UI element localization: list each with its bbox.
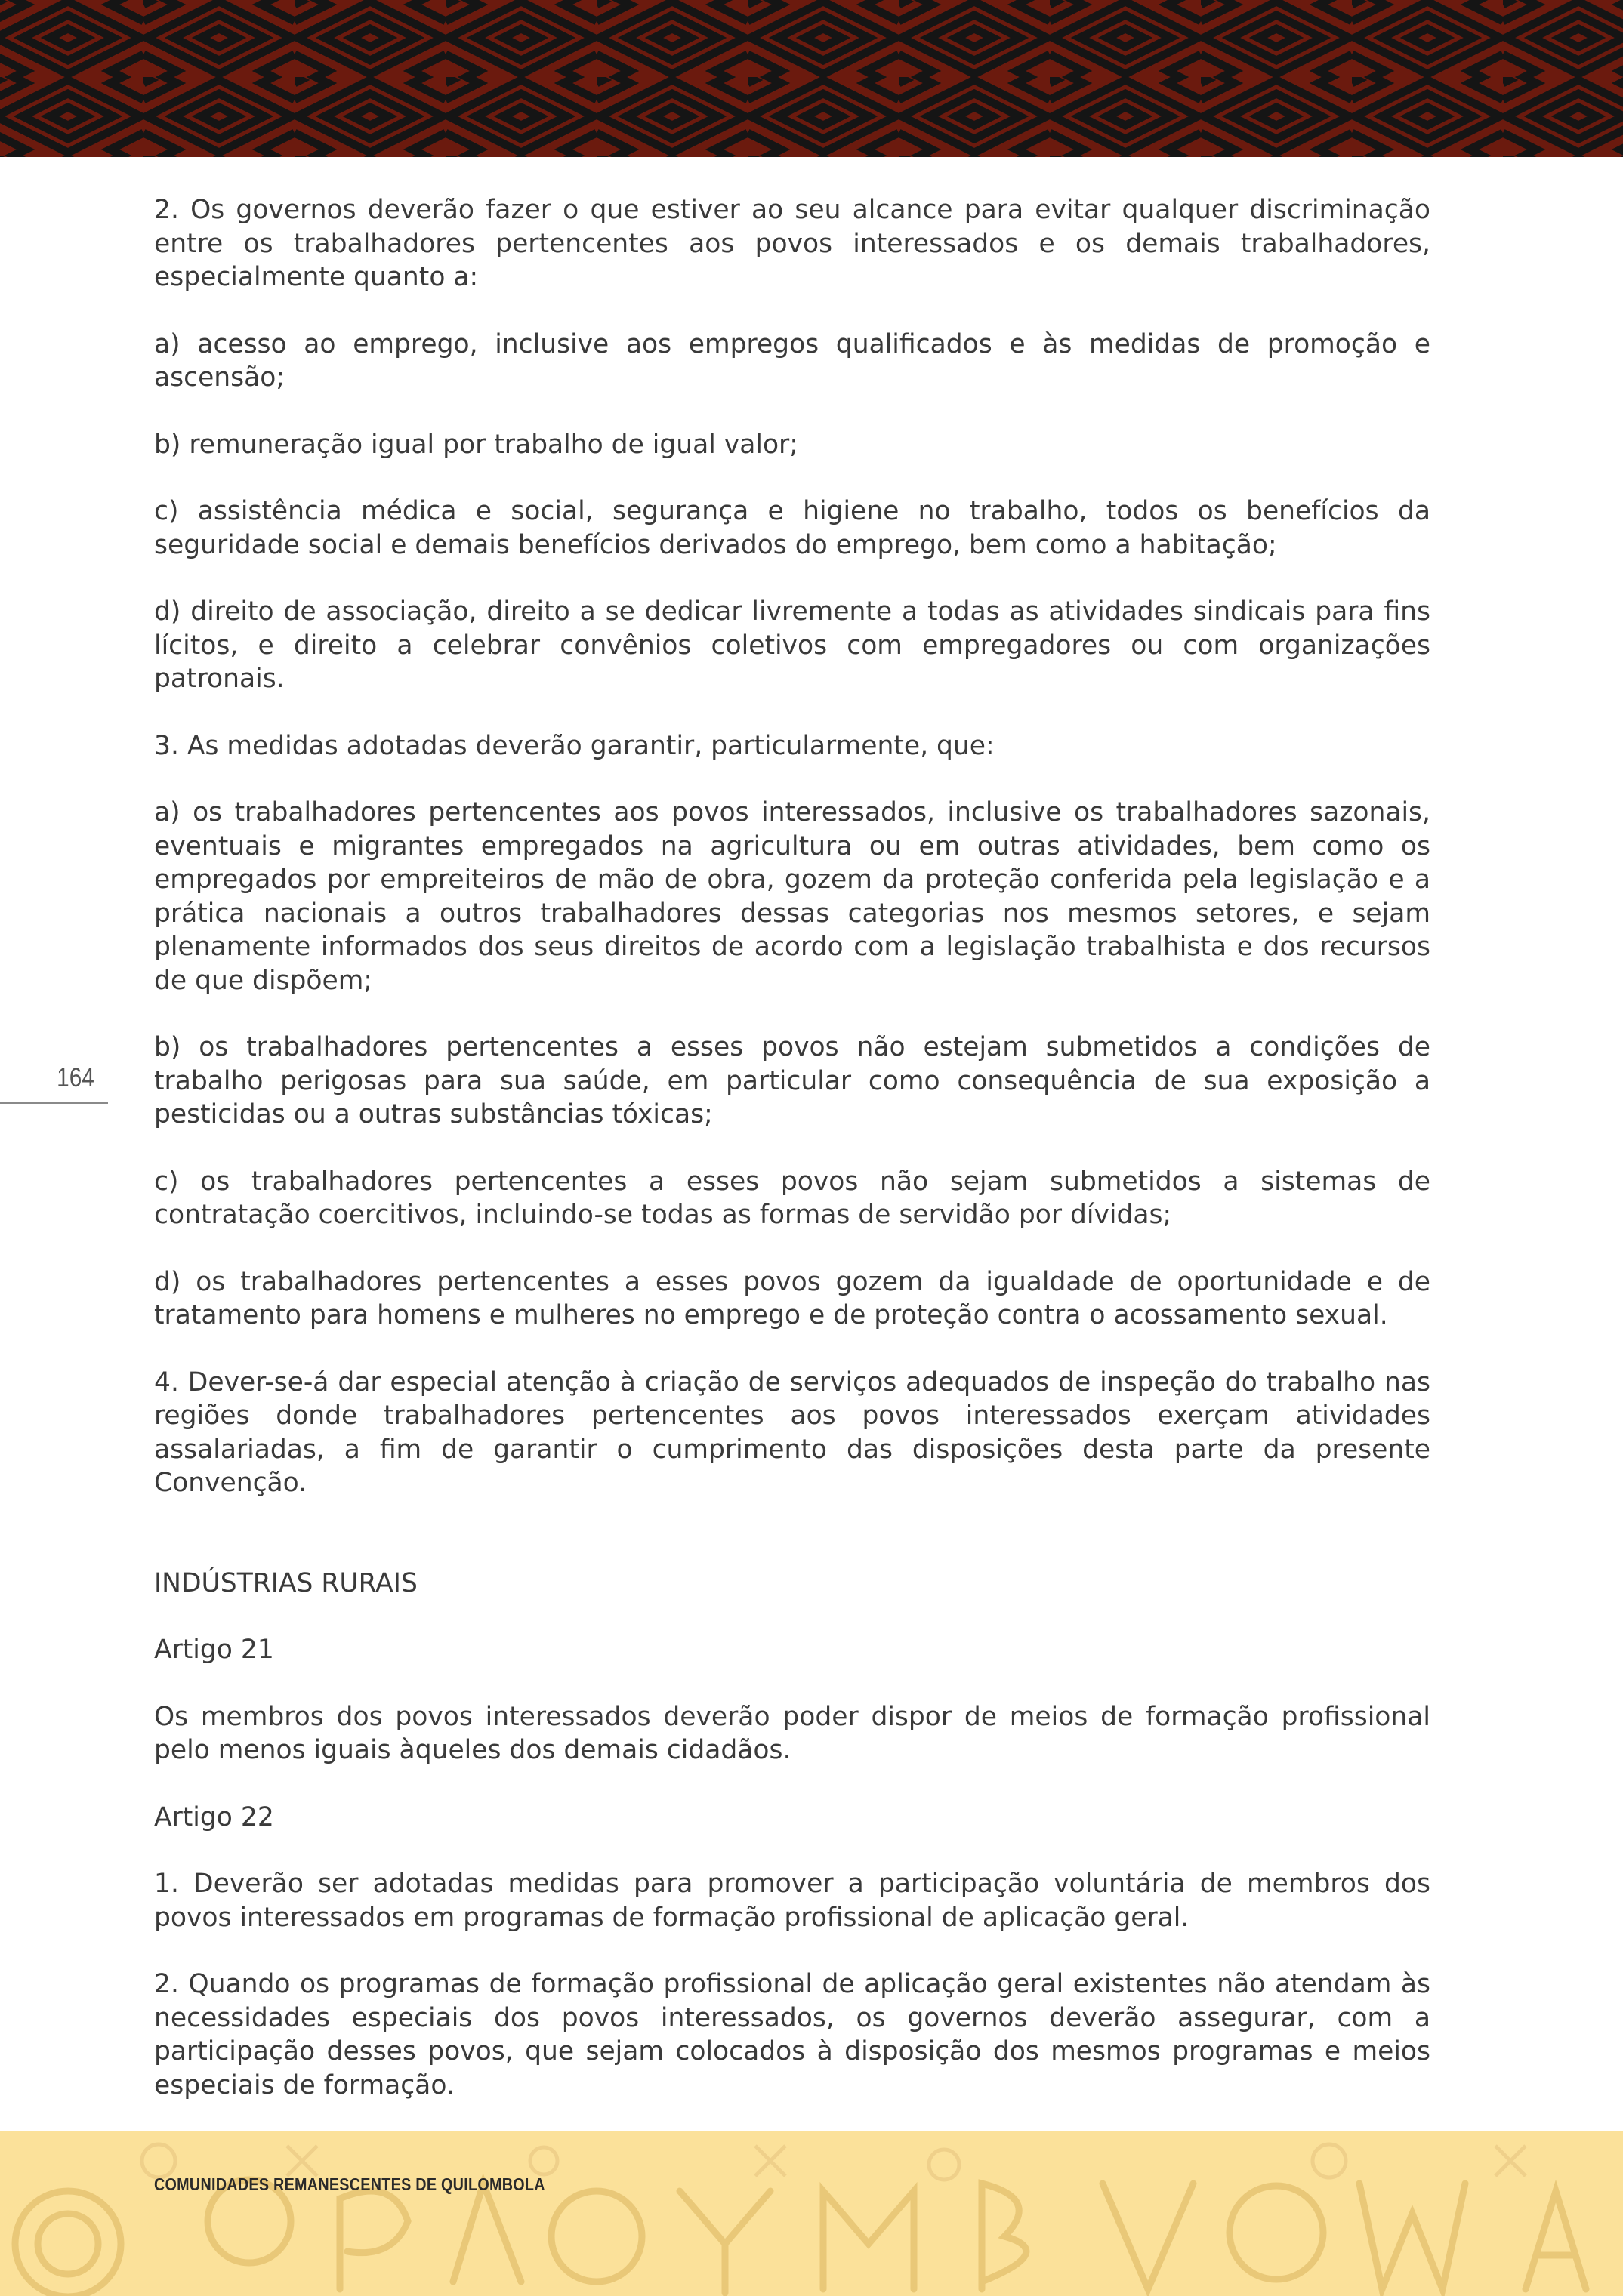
paragraph-3b: b) os trabalhadores pertencentes a esses povos não estejam submetidos a condições de trabalho perigosas para sua saúde, em particular como consequência de sua exposição a pesticidas ou a outras substâncias tóxicas; <box>154 1032 1430 1130</box>
article-21-text: Os membros dos povos interessados deverão poder dispor de meios de formação profissional pelo menos iguais àqueles dos demais cidadãos. <box>154 1701 1430 1765</box>
paragraph-2a: a) acesso ao emprego, inclusive aos empregos qualificados e às medidas de promoção e ascensão; <box>154 328 1430 393</box>
paragraph-3-measures: 3. As medidas adotadas deverão garantir, particularmente, que: <box>154 730 995 761</box>
bottom-pattern-band <box>0 2131 1623 2296</box>
paragraph-3d: d) os trabalhadores pertencentes a esses povos gozem da igualdade de oportunidade e de tratamento para homens e mulheres no emprego e de proteção contra o acossamento sexual. <box>154 1266 1430 1330</box>
letter-pattern-graphic <box>0 2131 1623 2296</box>
section-heading: INDÚSTRIAS RURAIS <box>154 1567 418 1598</box>
paragraph-2d: d) direito de associação, direito a se dedicar livremente a todas as atividades sindicais para fins lícitos, e direito a celebrar convênios coletivos com empregadores ou com organizações patronais. <box>154 596 1430 694</box>
article-22-title: Artigo 22 <box>154 1801 274 1832</box>
page-number-divider <box>0 1102 108 1104</box>
paragraph-3a: a) os trabalhadores pertencentes aos povos interessados, inclusive os trabalhadores sazonais, eventuais e migrantes empregados na agricultura ou em outras atividades, bem como os empregados por empreiteiros de mão de obra, gozem da proteção conferida pela legislação e a prática nacionais a outros trabalhadores dessas categorias nos mesmos setores, e sejam plenamente informados dos seus direitos de acordo com a legislação trabalhista e dos recursos de que dispõem; <box>154 797 1430 996</box>
page-number: 164 <box>57 1063 94 1093</box>
top-pattern-band <box>0 0 1623 157</box>
document-body <box>154 193 1430 2135</box>
geometric-pattern-graphic <box>0 0 1623 157</box>
article-22-paragraph-2: 2. Quando os programas de formação profissional de aplicação geral existentes não atendam às necessidades especiais dos povos interessados, os governos deverão assegurar, com a participação desses povos, que sejam colocados à disposição dos mesmos programas e meios especiais de formação. <box>154 1969 1430 2100</box>
paragraph-2b: b) remuneração igual por trabalho de igual valor; <box>154 429 798 460</box>
article-22-paragraph-1: 1. Deverão ser adotadas medidas para promover a participação voluntária de membros dos povos interessados em programas de formação profissional de aplicação geral. <box>154 1869 1430 1933</box>
paragraph-3c: c) os trabalhadores pertencentes a esses povos não sejam submetidos a sistemas de contratação coercitivos, incluindo-se todas as formas de servidão por dívidas; <box>154 1166 1430 1230</box>
paragraph-2c: c) assistência médica e social, segurança e higiene no trabalho, todos os benefícios da seguridade social e demais benefícios derivados do emprego, bem como a habitação; <box>154 496 1430 560</box>
article-21-title: Artigo 21 <box>154 1635 274 1665</box>
footer-publication-title: COMUNIDADES REMANESCENTES DE QUILOMBOLA <box>154 2174 545 2194</box>
paragraph-4-inspection: 4. Dever-se-á dar especial atenção à criação de serviços adequados de inspeção do trabalho nas regiões donde trabalhadores pertencentes aos povos interessados exerçam atividades assalariadas, a fim de garantir o cumprimento das disposições desta parte da presente Convenção. <box>154 1367 1430 1498</box>
paragraph-2-discrimination: 2. Os governos deverão fazer o que estiver ao seu alcance para evitar qualquer discriminação entre os trabalhadores pertencentes aos povos interessados e os demais trabalhadores, especialmente quanto a: <box>154 195 1430 292</box>
